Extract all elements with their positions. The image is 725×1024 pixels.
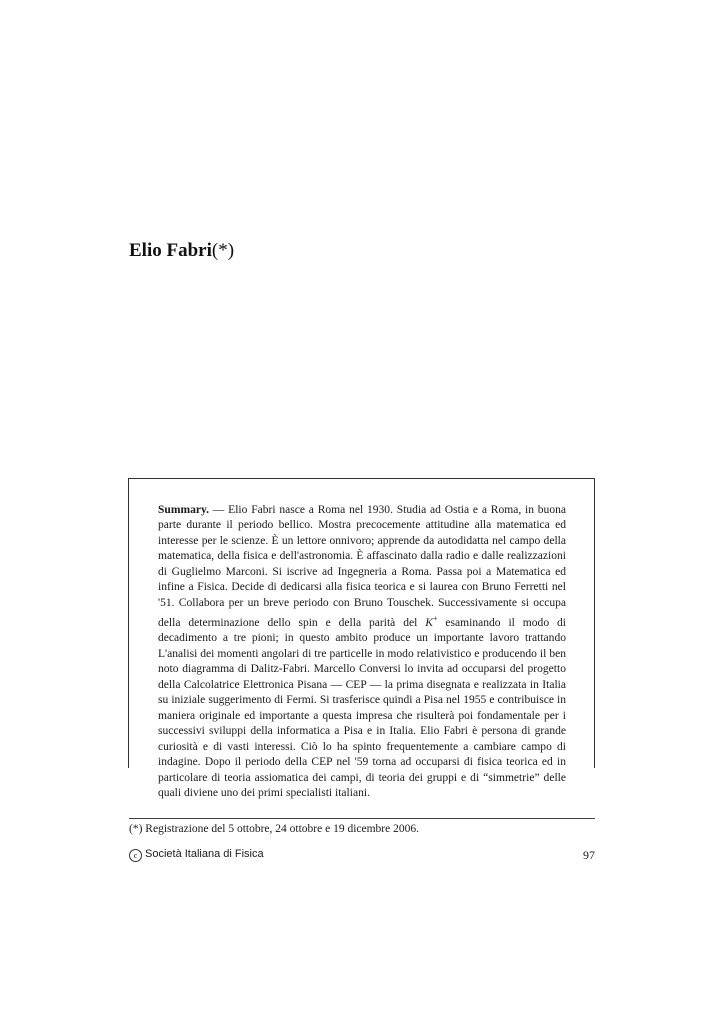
summary-text-part-1: Elio Fabri nasce a Roma nel 1930. Studia ad Ostia e a Roma, in buona parte durante il periodo bellico. Mostra precocemente attitudine alla matematica ed interesse per le scienze. È un lettore onnivoro; apprende da autodidatta nel campo della matematica, della fisica e dell'astronomia. È affascinato dalla radio e dalle realizzazioni di Guglielmo Marconi. Si iscrive ad Ingegneria a Roma. Passa poi a Matematica ed infine a Fisica. Decide di dedicarsi alla fisica teorica e si laurea con Bruno Ferretti nel '51. Collabora per un breve periodo con Bruno Touschek. Successivamente si occupa della determinazione dello spin e della parità del [158, 504, 566, 630]
copyright-icon: c [129, 849, 142, 862]
publisher-credit [129, 848, 264, 862]
title-footnote-mark: (*) [211, 240, 235, 261]
summary-text-part-2: esaminando il modo di decadimento a tre pioni; in questo ambito produce un importante lavoro trattando L'analisi dei momenti angolari di tre particelle in modo relativistico e producendo il ben noto diagramma di Dalitz-Fabri. Marcello Conversi lo invita ad occuparsi del progetto della Calcolatrice Elettronica Pisana — CEP — la prima disegnata e realizzata in Italia su iniziale suggerimento di Fermi. Si trasferisce quindi a Pisa nel 1955 e contribuisce in maniera originale ed importante a questa impresa che risulterà poi fondamentale per i successivi sviluppi della informatica a Pisa e in Italia. Elio Fabri è persona di grande curiosità e di vasti interessi. Ciò lo ha spinto frequentemente a cambiare campo di indagine. Dopo il periodo della CEP nel '59 torna ad occuparsi di fisica teorica ed in particolare di teoria assiomatica dei campi, di teoria dei gruppi e di “simmetrie” delle quali diviene uno dei primi specialisti italiani. [158, 617, 566, 799]
summary-label: Summary. [158, 504, 210, 516]
article-title [129, 240, 234, 262]
kaon-symbol: K [425, 617, 433, 630]
page-number: 97 [583, 848, 595, 862]
footnote-mark: (*) [129, 823, 143, 835]
kaon-charge: + [432, 614, 438, 624]
footnote-text: Registrazione del 5 ottobre, 24 ottobre e 19 dicembre 2006. [142, 823, 419, 835]
footnote-divider [129, 818, 595, 819]
author-name: Elio Fabri [129, 240, 212, 261]
summary-paragraph [158, 503, 566, 801]
footnote [129, 823, 419, 835]
summary-dash: — [209, 504, 229, 516]
publisher-name: Società Italiana di Fisica [145, 848, 264, 860]
